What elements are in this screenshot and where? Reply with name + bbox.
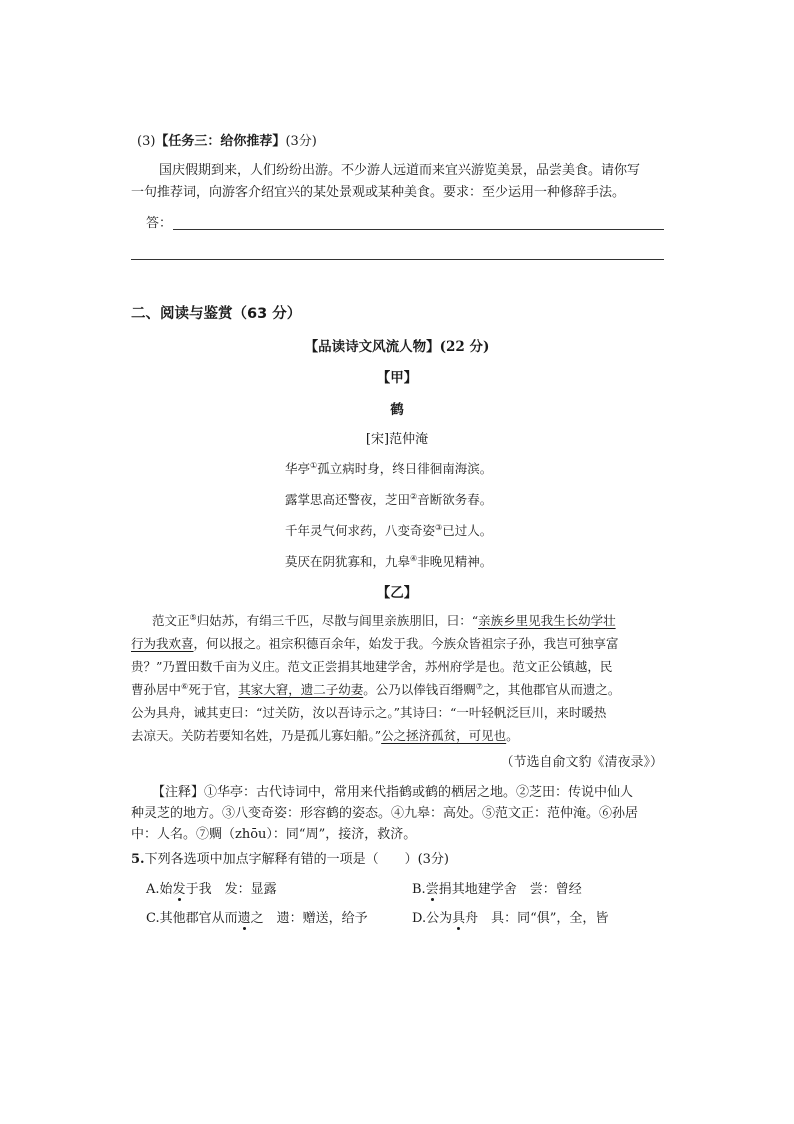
prose-underlined-text: 公之拯济孤贫，可见也 (381, 728, 507, 743)
section2-heading: 二、阅读与鉴赏（63 分） (131, 306, 302, 322)
prose-text: 去凉天。关防若要知名姓，乃是孤儿寡妇船。” (131, 728, 382, 743)
prose-text: 。 (506, 728, 519, 743)
task3-prompt-line1: 国庆假期到来，人们纷纷出游。不少游人远道而来宜兴游览美景，品尝美食。请你写 (159, 163, 641, 178)
poem-line-text: 千年灵气何求药，八变奇姿 (285, 523, 436, 538)
option-a[interactable] (146, 880, 277, 900)
prose-underlined-text: 其家大窘，遗二子幼妻 (238, 682, 364, 697)
prose-line-3: 贵？”乃置田数千亩为义庄。范文正尝捐其地建学舍，苏州府学是也。范文正公镇越，民 (131, 659, 613, 674)
option-text: 于我 发：显露 (185, 882, 277, 897)
note-marker: ⑥ (181, 681, 189, 691)
prose-line-2 (131, 634, 619, 654)
prose-text: 归姑苏，有绢三千匹，尽散与闾里亲族朋旧，曰：“ (196, 613, 479, 628)
dotted-char: 具 (452, 911, 466, 926)
poem-title: 鹤 (390, 402, 404, 418)
option-label: A. (146, 882, 160, 897)
note-marker: ① (310, 460, 318, 470)
option-label: C. (146, 911, 160, 926)
option-label: B. (412, 882, 426, 897)
task3-prompt-line2: 一句推荐词，向游客介绍宜兴的某处景观或某种美食。要求：至少运用一种修辞手法。 (131, 185, 626, 200)
option-d[interactable] (412, 909, 608, 929)
question-stem-text: 下列各选项中加点字解释有错的一项是（ ）(3分) (144, 852, 449, 867)
question5-stem (131, 850, 449, 870)
note-marker: ③ (435, 522, 443, 532)
prose-text: 范文正 (152, 613, 190, 628)
answer-line-1[interactable] (173, 229, 664, 230)
dotted-char: 遗 (237, 911, 251, 926)
prose-line-1 (152, 611, 616, 631)
prose-underlined-text: 亲族乡里见我生长幼学壮 (478, 613, 616, 628)
task3-heading (137, 132, 317, 152)
notes-line-1: 【注释】①华亭：古代诗词中，常用来代指鹤或鹤的栖居之地。②芝田：传说中仙人 (152, 785, 634, 800)
prose-line-6 (131, 726, 519, 746)
note-marker: ④ (410, 553, 418, 563)
prose-text: 。公乃以俸钱百缗赒 (363, 682, 476, 697)
notes-line-3: 中：人名。⑦赒（zhōu）：同“周”，接济，救济。 (131, 827, 417, 842)
question-number: 5. (131, 852, 145, 867)
poem-line-text: 已过人。 (442, 523, 493, 538)
dotted-char: 尝 (425, 882, 439, 897)
prose-line-4 (131, 680, 620, 700)
poem-line-text: 莫厌在阴犹寡和，九皋 (285, 554, 411, 569)
poem-line-text: 露掌思高还警夜，芝田 (285, 492, 411, 507)
option-c[interactable] (146, 909, 368, 929)
poem-line-1 (285, 459, 492, 479)
answer-label: 答： (146, 216, 173, 231)
poem-line-3 (285, 521, 492, 541)
option-text: 公为 (426, 911, 453, 926)
poem-tag: 【甲】 (376, 370, 418, 386)
note-marker: ② (410, 491, 418, 501)
task3-score: (3分) (285, 134, 317, 149)
option-label: D. (412, 911, 427, 926)
notes-line-2: 种灵芝的地方。③八变奇姿：形容鹤的姿态。④九皋：高处。⑤范文正：范仲淹。⑥孙居 (131, 806, 639, 821)
task3-number: (3) (137, 134, 156, 149)
option-text: 其他郡官从而 (159, 911, 238, 926)
answer-line-2[interactable] (131, 259, 664, 260)
prose-line-5: 公为具舟，诫其吏曰：“过关防，汝以吾诗示之。”其诗曰：“一叶轻帆泛巨川，来时暖热 (131, 705, 607, 720)
option-text: 之 遗：赠送，给予 (250, 911, 368, 926)
poem-line-4 (285, 552, 492, 572)
option-text: 舟 具：同“俱”，全，皆 (465, 911, 609, 926)
task3-title: 【任务三：给你推荐】 (155, 134, 286, 149)
note-marker: ⑦ (475, 681, 483, 691)
prose-text: 死于官， (188, 682, 239, 697)
prose-tag: 【乙】 (376, 585, 418, 601)
option-text: 始 (159, 882, 173, 897)
prose-text: 曹孙居中 (131, 682, 182, 697)
prose-text: 之，其他郡官从而遗之。 (482, 682, 621, 697)
poem-line-text: 非晚见精神。 (417, 554, 493, 569)
poem-line-text: 孤立病时身，终日徘徊南海滨。 (317, 461, 493, 476)
poem-author: [宋]范仲淹 (365, 432, 429, 447)
poem-line-text: 音断欲务春。 (417, 492, 493, 507)
section2-subheading: 【品读诗文风流人物】(22 分) (304, 339, 490, 355)
prose-text: ，何以报之。祖宗积德百余年，始发于我。今族众皆祖宗子孙，我岂可独享富 (193, 636, 619, 651)
poem-line-text: 华亭 (285, 461, 311, 476)
poem-line-2 (285, 490, 492, 510)
note-marker: ⑤ (189, 612, 197, 622)
prose-underlined-text: 行为我欢喜 (131, 636, 194, 651)
option-text: 捐其地建学舍 尝：曾经 (438, 882, 582, 897)
prose-source: （节选自俞文豹《清夜录》） (500, 755, 663, 770)
option-b[interactable] (412, 880, 582, 900)
dotted-char: 发 (172, 882, 186, 897)
